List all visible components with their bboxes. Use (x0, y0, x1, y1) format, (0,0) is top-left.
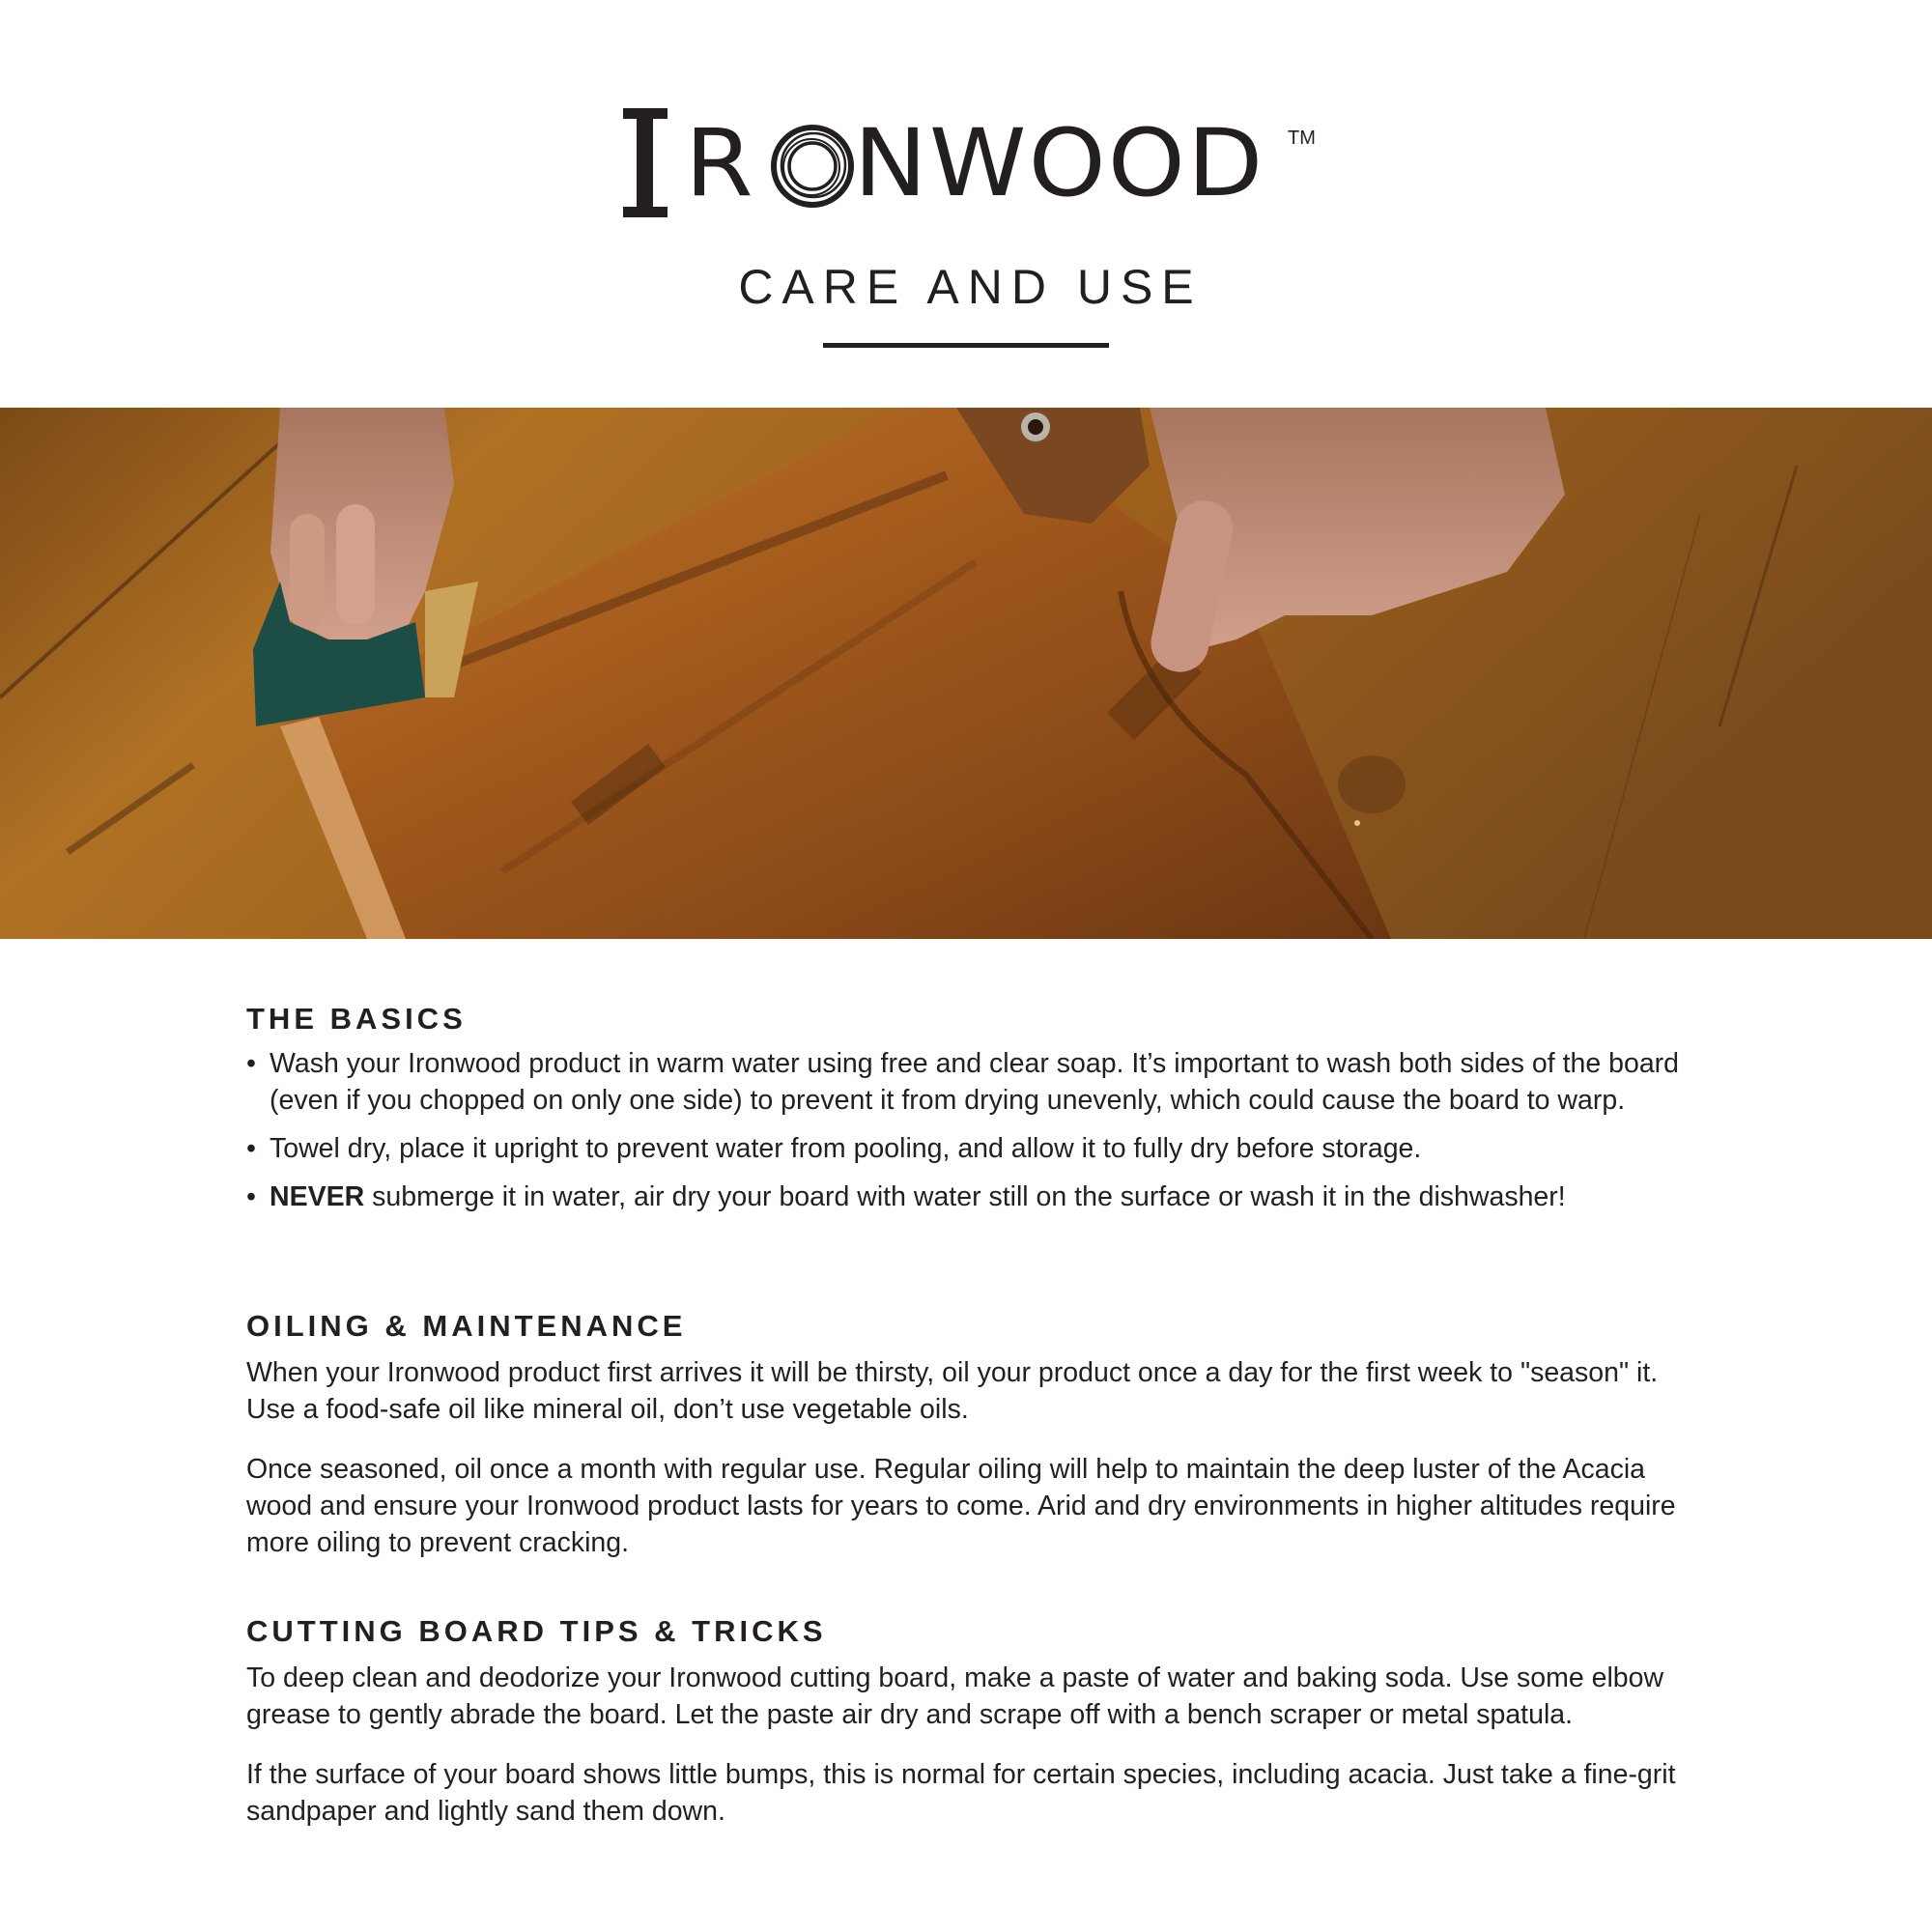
tips-paragraph: To deep clean and deodorize your Ironwood cutting board, make a paste of water and baking soda. Use some elbow grease to gently abrade the board. Let the paste air dry and scrape off with a bench scraper or metal spatula. (246, 1662, 1664, 1730)
basics-list-item (246, 1179, 1695, 1215)
wood-ring-icon (770, 124, 855, 209)
basics-list-item (246, 1130, 1695, 1167)
title-underline (823, 343, 1109, 348)
bullet-icon: • (246, 1181, 256, 1212)
section-oiling (246, 1308, 1695, 1561)
section-heading-tips: CUTTING BOARD TIPS & TRICKS (246, 1614, 827, 1648)
hero-photo (0, 408, 1932, 939)
basics-item-text: Towel dry, place it upright to prevent water from pooling, and allow it to fully dry before storage. (270, 1133, 1422, 1164)
basics-list (246, 1045, 1695, 1215)
logo-r: R (685, 109, 755, 217)
page-title: CARE AND USE (738, 260, 1203, 314)
section-heading-basics: THE BASICS (246, 1002, 467, 1036)
section-tips (246, 1613, 1695, 1830)
section-basics (246, 1001, 1695, 1227)
basics-list-item (246, 1045, 1695, 1119)
oiling-paragraph: Once seasoned, oil once a month with regular use. Regular oiling will help to maintain the deep luster of the Acacia wood and ensure your Ironwood product lasts for years to come. Arid and dry environments in higher altitudes require more oiling to prevent cracking. (246, 1454, 1676, 1558)
logo-nwood: NWOOD (853, 109, 1265, 217)
logo-initial-i (623, 108, 668, 217)
tips-paragraph: If the surface of your board shows little bumps, this is normal for certain species, including acacia. Just take a fine-grit sandpaper and lightly sand them down. (246, 1759, 1676, 1827)
trademark-symbol: TM (1288, 128, 1316, 149)
basics-item-text: submerge it in water, air dry your board with water still on the surface or wash it in the dishwasher! (364, 1181, 1566, 1212)
oiling-paragraph: When your Ironwood product first arrives it will be thirsty, oil your product once a day for the first week to "season" it. Use a food-safe oil like mineral oil, don’t use vegetable oils. (246, 1357, 1659, 1425)
never-emphasis: NEVER (270, 1181, 365, 1212)
bullet-icon: • (246, 1048, 256, 1079)
ironwood-logo (623, 108, 1319, 219)
basics-item-text: Wash your Ironwood product in warm water using free and clear soap. It’s important to wash both sides of the board (even if you chopped on only one side) to prevent it from drying unevenly, which could cause the board to warp. (270, 1048, 1680, 1116)
board-oiling-illustration (0, 408, 1932, 939)
section-heading-oiling: OILING & MAINTENANCE (246, 1309, 687, 1343)
bullet-icon: • (246, 1133, 256, 1164)
